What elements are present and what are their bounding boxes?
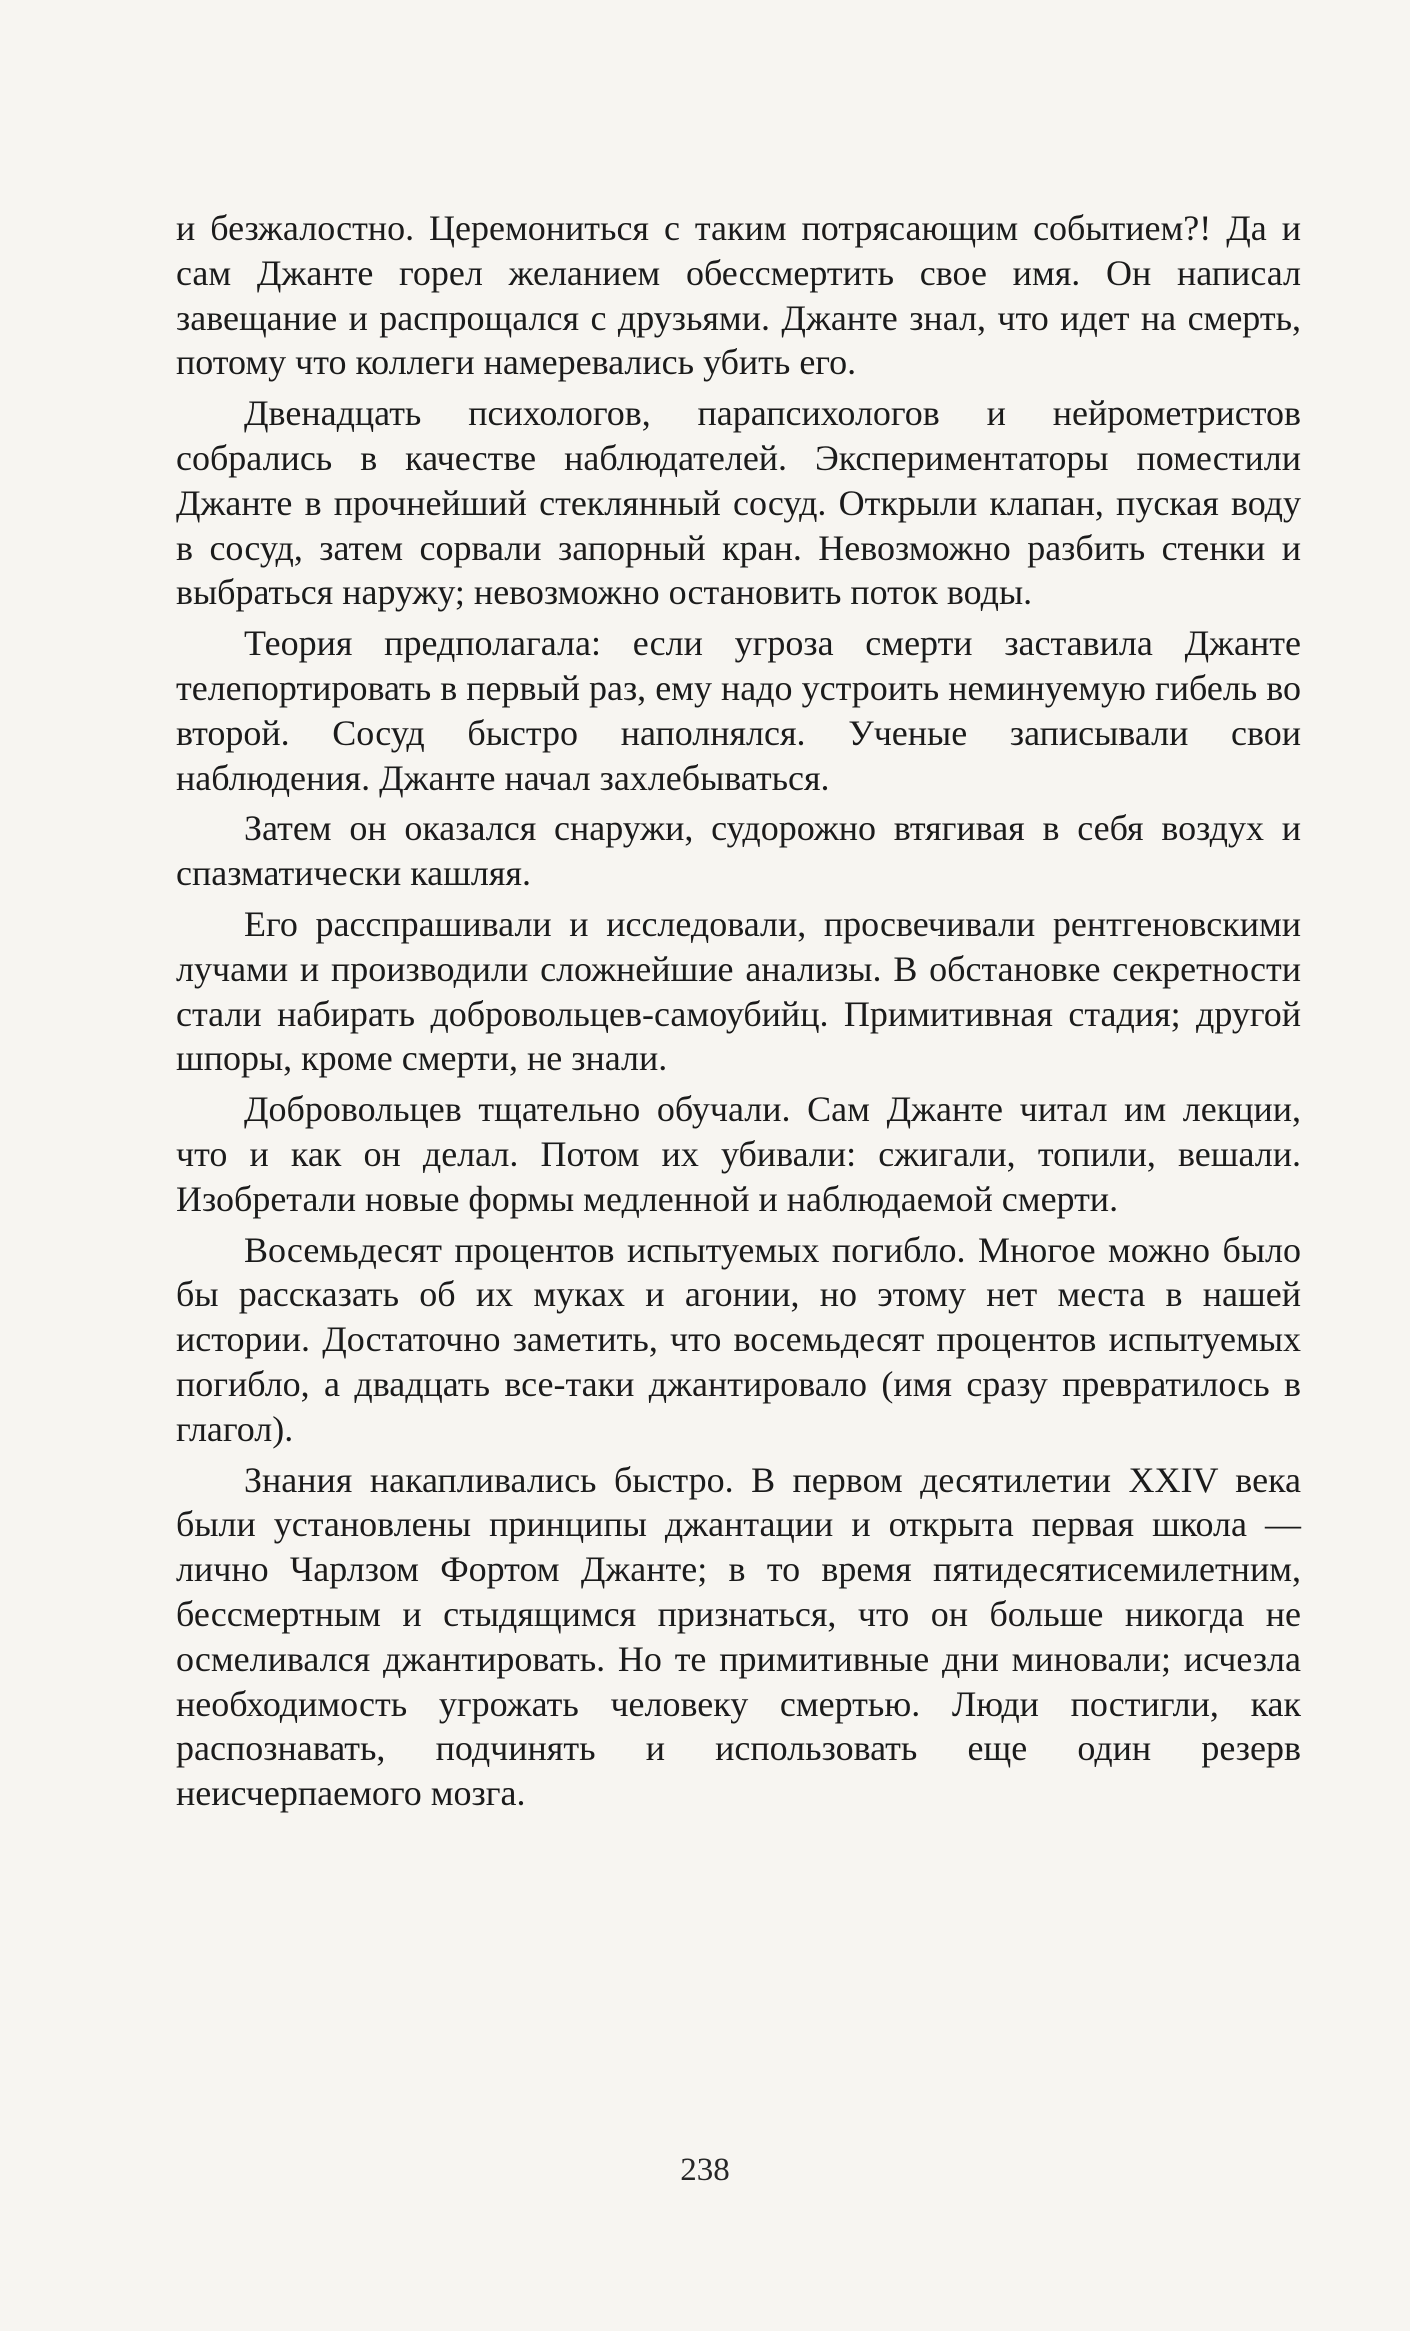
paragraph-3: Теория предполагала: если угроза смерти заставила Джанте телепортировать в первый раз, ему надо устроить неминуемую гибель во второй. Сосуд быстро наполнялся. Ученые записывали свои наблюдения. Джанте начал захлебываться. (176, 623, 1301, 798)
page-text (176, 206, 1301, 1822)
paragraph-5: Его расспрашивали и исследовали, просвечивали рентгеновскими лучами и производили сложнейшие анализы. В обстановке секретности стали набирать добровольцев-самоубийц. Примитивная стадия; другой шпоры, кроме смерти, не знали. (176, 903, 1301, 1079)
page-number: 238 (680, 2152, 730, 2188)
paragraph-6: Добровольцев тщательно обучали. Сам Джанте читал им лекции, что и как он делал. Потом их убивали: сжигали, топили, вешали. Изобретали новые формы медленной и наблюдаемой смерти. (176, 1089, 1301, 1219)
paragraph-7: Восемьдесят процентов испытуемых погибло. Многое можно было бы рассказать об их муках и агонии, но этому нет места в нашей истории. Достаточно заметить, что восемьдесят процентов испытуемых погибло, а двадцать все-таки джантировало (имя сразу превратилось в глагол). (176, 1229, 1301, 1449)
paragraph-8: Знания накапливались быстро. В первом десятилетии XXIV века были установлены принципы джантации и открыта первая школа — лично Чарлзом Фортом Джанте; в то время пятидесятисемилетним, бессмертным и стыдящимся признаться, что он больше никогда не осмеливался джантировать. Но те примитивные дни миновали; исчезла необходимость угрожать человеку смертью. Люди постигли, как распознавать, подчинять и использовать еще один резерв неисчерпаемого мозга. (176, 1459, 1301, 1814)
paragraph-4: Затем он оказался снаружи, судорожно втягивая в себя воздух и спазматически кашляя. (176, 808, 1301, 894)
paragraph-1: и безжалостно. Церемониться с таким потрясающим событием?! Да и сам Джанте горел желанием обессмертить свое имя. Он написал завещание и распрощался с друзьями. Джанте знал, что идет на смерть, потому что коллеги намеревались убить его. (176, 208, 1301, 383)
paragraph-2: Двенадцать психологов, парапсихологов и нейрометристов собрались в качестве наблюдателей. Экспериментаторы поместили Джанте в прочнейший стеклянный сосуд. Открыли клапан, пуская воду в сосуд, затем сорвали запорный кран. Невозможно разбить стенки и выбраться наружу; невозможно остановить поток воды. (176, 393, 1301, 613)
